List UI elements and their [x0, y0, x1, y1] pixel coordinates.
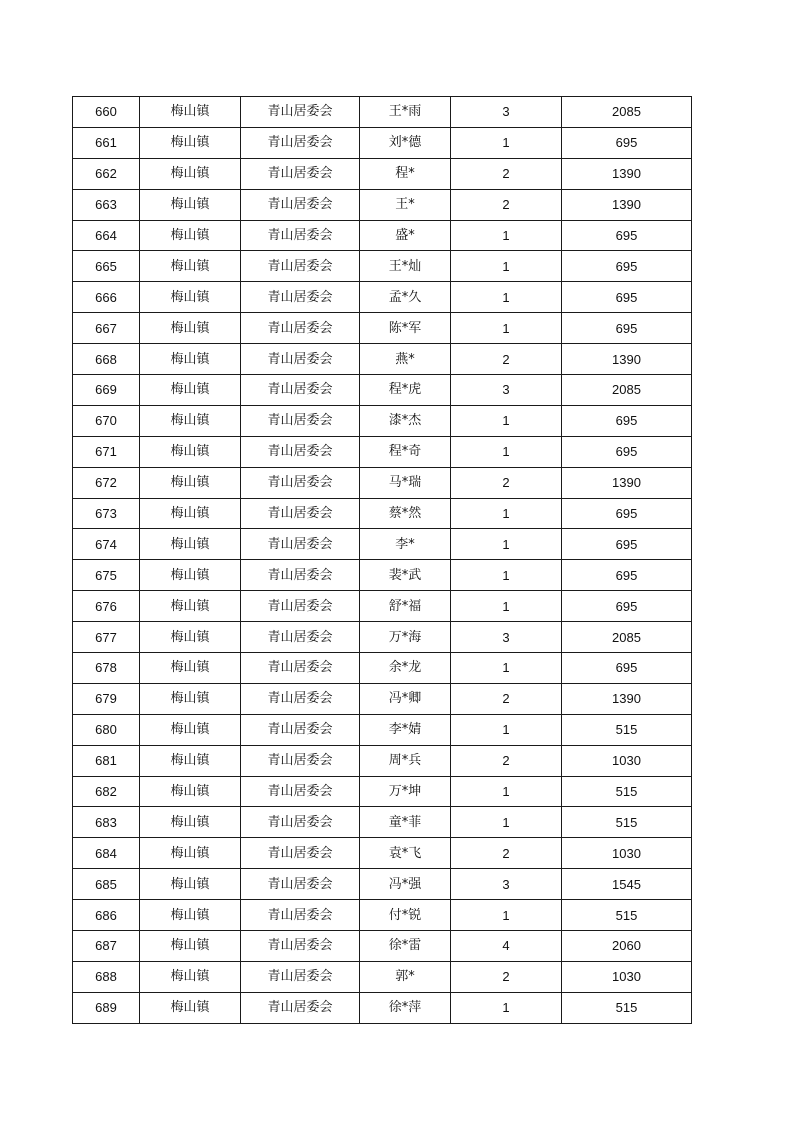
committee-cell: 青山居委会 — [241, 622, 360, 653]
table-body — [73, 97, 692, 1024]
town-cell: 梅山镇 — [140, 591, 241, 622]
row-number-cell: 688 — [73, 961, 140, 992]
row-number-cell: 680 — [73, 714, 140, 745]
table-row — [73, 745, 692, 776]
table-row — [73, 158, 692, 189]
committee-cell: 青山居委会 — [241, 776, 360, 807]
household-count-cell: 3 — [451, 375, 562, 406]
amount-cell: 515 — [562, 714, 692, 745]
household-count-cell: 2 — [451, 683, 562, 714]
committee-cell: 青山居委会 — [241, 653, 360, 684]
committee-cell: 青山居委会 — [241, 313, 360, 344]
amount-cell: 1390 — [562, 189, 692, 220]
household-count-cell: 1 — [451, 900, 562, 931]
household-count-cell: 1 — [451, 529, 562, 560]
committee-cell: 青山居委会 — [241, 683, 360, 714]
amount-cell: 1030 — [562, 838, 692, 869]
name-cell: 周*兵 — [360, 745, 451, 776]
town-cell: 梅山镇 — [140, 838, 241, 869]
name-cell: 程* — [360, 158, 451, 189]
amount-cell: 695 — [562, 498, 692, 529]
amount-cell: 695 — [562, 653, 692, 684]
committee-cell: 青山居委会 — [241, 992, 360, 1023]
row-number-cell: 686 — [73, 900, 140, 931]
name-cell: 马*瑞 — [360, 467, 451, 498]
name-cell: 冯*强 — [360, 869, 451, 900]
table-row — [73, 127, 692, 158]
name-cell: 程*奇 — [360, 436, 451, 467]
household-count-cell: 2 — [451, 961, 562, 992]
committee-cell: 青山居委会 — [241, 900, 360, 931]
row-number-cell: 674 — [73, 529, 140, 560]
row-number-cell: 689 — [73, 992, 140, 1023]
table-row — [73, 97, 692, 128]
table-row — [73, 900, 692, 931]
committee-cell: 青山居委会 — [241, 158, 360, 189]
name-cell: 王*雨 — [360, 97, 451, 128]
table-row — [73, 776, 692, 807]
committee-cell: 青山居委会 — [241, 405, 360, 436]
town-cell: 梅山镇 — [140, 653, 241, 684]
table-row — [73, 992, 692, 1023]
table-row — [73, 653, 692, 684]
household-count-cell: 1 — [451, 560, 562, 591]
name-cell: 刘*德 — [360, 127, 451, 158]
row-number-cell: 679 — [73, 683, 140, 714]
town-cell: 梅山镇 — [140, 992, 241, 1023]
town-cell: 梅山镇 — [140, 220, 241, 251]
amount-cell: 695 — [562, 220, 692, 251]
table-row — [73, 529, 692, 560]
table-row — [73, 467, 692, 498]
town-cell: 梅山镇 — [140, 745, 241, 776]
name-cell: 李* — [360, 529, 451, 560]
name-cell: 郭* — [360, 961, 451, 992]
name-cell: 程*虎 — [360, 375, 451, 406]
row-number-cell: 664 — [73, 220, 140, 251]
town-cell: 梅山镇 — [140, 869, 241, 900]
household-count-cell: 3 — [451, 869, 562, 900]
amount-cell: 1545 — [562, 869, 692, 900]
table-row — [73, 869, 692, 900]
amount-cell: 515 — [562, 776, 692, 807]
row-number-cell: 669 — [73, 375, 140, 406]
household-count-cell: 1 — [451, 714, 562, 745]
household-count-cell: 2 — [451, 467, 562, 498]
amount-cell: 695 — [562, 529, 692, 560]
document-page — [72, 96, 691, 1024]
town-cell: 梅山镇 — [140, 931, 241, 962]
committee-cell: 青山居委会 — [241, 467, 360, 498]
committee-cell: 青山居委会 — [241, 869, 360, 900]
town-cell: 梅山镇 — [140, 467, 241, 498]
household-count-cell: 1 — [451, 591, 562, 622]
household-count-cell: 1 — [451, 776, 562, 807]
name-cell: 燕* — [360, 344, 451, 375]
amount-cell: 515 — [562, 807, 692, 838]
town-cell: 梅山镇 — [140, 529, 241, 560]
table-row — [73, 714, 692, 745]
name-cell: 袁*飞 — [360, 838, 451, 869]
town-cell: 梅山镇 — [140, 436, 241, 467]
household-count-cell: 2 — [451, 158, 562, 189]
committee-cell: 青山居委会 — [241, 591, 360, 622]
household-count-cell: 1 — [451, 220, 562, 251]
table-row — [73, 498, 692, 529]
name-cell: 徐*雷 — [360, 931, 451, 962]
row-number-cell: 660 — [73, 97, 140, 128]
amount-cell: 2085 — [562, 375, 692, 406]
household-count-cell: 3 — [451, 97, 562, 128]
committee-cell: 青山居委会 — [241, 745, 360, 776]
town-cell: 梅山镇 — [140, 375, 241, 406]
table-row — [73, 344, 692, 375]
town-cell: 梅山镇 — [140, 344, 241, 375]
row-number-cell: 663 — [73, 189, 140, 220]
town-cell: 梅山镇 — [140, 282, 241, 313]
name-cell: 盛* — [360, 220, 451, 251]
household-count-cell: 1 — [451, 436, 562, 467]
amount-cell: 1390 — [562, 158, 692, 189]
row-number-cell: 666 — [73, 282, 140, 313]
household-count-cell: 1 — [451, 127, 562, 158]
row-number-cell: 676 — [73, 591, 140, 622]
table-row — [73, 251, 692, 282]
amount-cell: 1390 — [562, 344, 692, 375]
table-row — [73, 931, 692, 962]
town-cell: 梅山镇 — [140, 683, 241, 714]
household-count-cell: 4 — [451, 931, 562, 962]
household-count-cell: 1 — [451, 313, 562, 344]
table-row — [73, 375, 692, 406]
town-cell: 梅山镇 — [140, 776, 241, 807]
row-number-cell: 661 — [73, 127, 140, 158]
row-number-cell: 677 — [73, 622, 140, 653]
row-number-cell: 683 — [73, 807, 140, 838]
row-number-cell: 678 — [73, 653, 140, 684]
table-row — [73, 313, 692, 344]
row-number-cell: 665 — [73, 251, 140, 282]
town-cell: 梅山镇 — [140, 807, 241, 838]
amount-cell: 695 — [562, 436, 692, 467]
name-cell: 冯*卿 — [360, 683, 451, 714]
table-row — [73, 807, 692, 838]
town-cell: 梅山镇 — [140, 127, 241, 158]
household-count-cell: 3 — [451, 622, 562, 653]
row-number-cell: 672 — [73, 467, 140, 498]
committee-cell: 青山居委会 — [241, 97, 360, 128]
name-cell: 王* — [360, 189, 451, 220]
committee-cell: 青山居委会 — [241, 251, 360, 282]
committee-cell: 青山居委会 — [241, 529, 360, 560]
town-cell: 梅山镇 — [140, 961, 241, 992]
table-row — [73, 591, 692, 622]
table-row — [73, 405, 692, 436]
row-number-cell: 685 — [73, 869, 140, 900]
town-cell: 梅山镇 — [140, 158, 241, 189]
row-number-cell: 670 — [73, 405, 140, 436]
amount-cell: 2085 — [562, 97, 692, 128]
committee-cell: 青山居委会 — [241, 282, 360, 313]
household-count-cell: 1 — [451, 992, 562, 1023]
amount-cell: 2060 — [562, 931, 692, 962]
name-cell: 徐*萍 — [360, 992, 451, 1023]
name-cell: 万*坤 — [360, 776, 451, 807]
committee-cell: 青山居委会 — [241, 220, 360, 251]
town-cell: 梅山镇 — [140, 498, 241, 529]
amount-cell: 695 — [562, 282, 692, 313]
row-number-cell: 684 — [73, 838, 140, 869]
table-row — [73, 838, 692, 869]
amount-cell: 1030 — [562, 961, 692, 992]
household-count-cell: 1 — [451, 251, 562, 282]
table-row — [73, 189, 692, 220]
table-row — [73, 961, 692, 992]
town-cell: 梅山镇 — [140, 189, 241, 220]
name-cell: 蔡*然 — [360, 498, 451, 529]
town-cell: 梅山镇 — [140, 714, 241, 745]
row-number-cell: 675 — [73, 560, 140, 591]
name-cell: 余*龙 — [360, 653, 451, 684]
town-cell: 梅山镇 — [140, 405, 241, 436]
amount-cell: 695 — [562, 405, 692, 436]
name-cell: 陈*军 — [360, 313, 451, 344]
name-cell: 漆*杰 — [360, 405, 451, 436]
committee-cell: 青山居委会 — [241, 931, 360, 962]
amount-cell: 695 — [562, 560, 692, 591]
table-row — [73, 220, 692, 251]
row-number-cell: 668 — [73, 344, 140, 375]
committee-cell: 青山居委会 — [241, 189, 360, 220]
row-number-cell: 671 — [73, 436, 140, 467]
amount-cell: 1390 — [562, 683, 692, 714]
household-count-cell: 2 — [451, 745, 562, 776]
name-cell: 王*灿 — [360, 251, 451, 282]
data-table — [72, 96, 692, 1024]
committee-cell: 青山居委会 — [241, 838, 360, 869]
town-cell: 梅山镇 — [140, 560, 241, 591]
committee-cell: 青山居委会 — [241, 436, 360, 467]
town-cell: 梅山镇 — [140, 97, 241, 128]
town-cell: 梅山镇 — [140, 313, 241, 344]
table-row — [73, 683, 692, 714]
town-cell: 梅山镇 — [140, 251, 241, 282]
household-count-cell: 1 — [451, 807, 562, 838]
name-cell: 裴*武 — [360, 560, 451, 591]
table-row — [73, 560, 692, 591]
row-number-cell: 667 — [73, 313, 140, 344]
name-cell: 万*海 — [360, 622, 451, 653]
household-count-cell: 2 — [451, 838, 562, 869]
amount-cell: 515 — [562, 992, 692, 1023]
row-number-cell: 682 — [73, 776, 140, 807]
committee-cell: 青山居委会 — [241, 127, 360, 158]
amount-cell: 1030 — [562, 745, 692, 776]
name-cell: 舒*福 — [360, 591, 451, 622]
committee-cell: 青山居委会 — [241, 498, 360, 529]
household-count-cell: 2 — [451, 189, 562, 220]
amount-cell: 695 — [562, 591, 692, 622]
household-count-cell: 1 — [451, 653, 562, 684]
amount-cell: 515 — [562, 900, 692, 931]
committee-cell: 青山居委会 — [241, 560, 360, 591]
amount-cell: 695 — [562, 251, 692, 282]
committee-cell: 青山居委会 — [241, 807, 360, 838]
household-count-cell: 1 — [451, 405, 562, 436]
name-cell: 付*锐 — [360, 900, 451, 931]
name-cell: 童*菲 — [360, 807, 451, 838]
row-number-cell: 681 — [73, 745, 140, 776]
table-row — [73, 282, 692, 313]
committee-cell: 青山居委会 — [241, 714, 360, 745]
row-number-cell: 687 — [73, 931, 140, 962]
table-row — [73, 622, 692, 653]
household-count-cell: 1 — [451, 282, 562, 313]
household-count-cell: 2 — [451, 344, 562, 375]
table-row — [73, 436, 692, 467]
row-number-cell: 662 — [73, 158, 140, 189]
committee-cell: 青山居委会 — [241, 961, 360, 992]
row-number-cell: 673 — [73, 498, 140, 529]
town-cell: 梅山镇 — [140, 900, 241, 931]
amount-cell: 695 — [562, 313, 692, 344]
name-cell: 李*婧 — [360, 714, 451, 745]
committee-cell: 青山居委会 — [241, 375, 360, 406]
household-count-cell: 1 — [451, 498, 562, 529]
amount-cell: 2085 — [562, 622, 692, 653]
name-cell: 孟*久 — [360, 282, 451, 313]
town-cell: 梅山镇 — [140, 622, 241, 653]
committee-cell: 青山居委会 — [241, 344, 360, 375]
amount-cell: 1390 — [562, 467, 692, 498]
amount-cell: 695 — [562, 127, 692, 158]
